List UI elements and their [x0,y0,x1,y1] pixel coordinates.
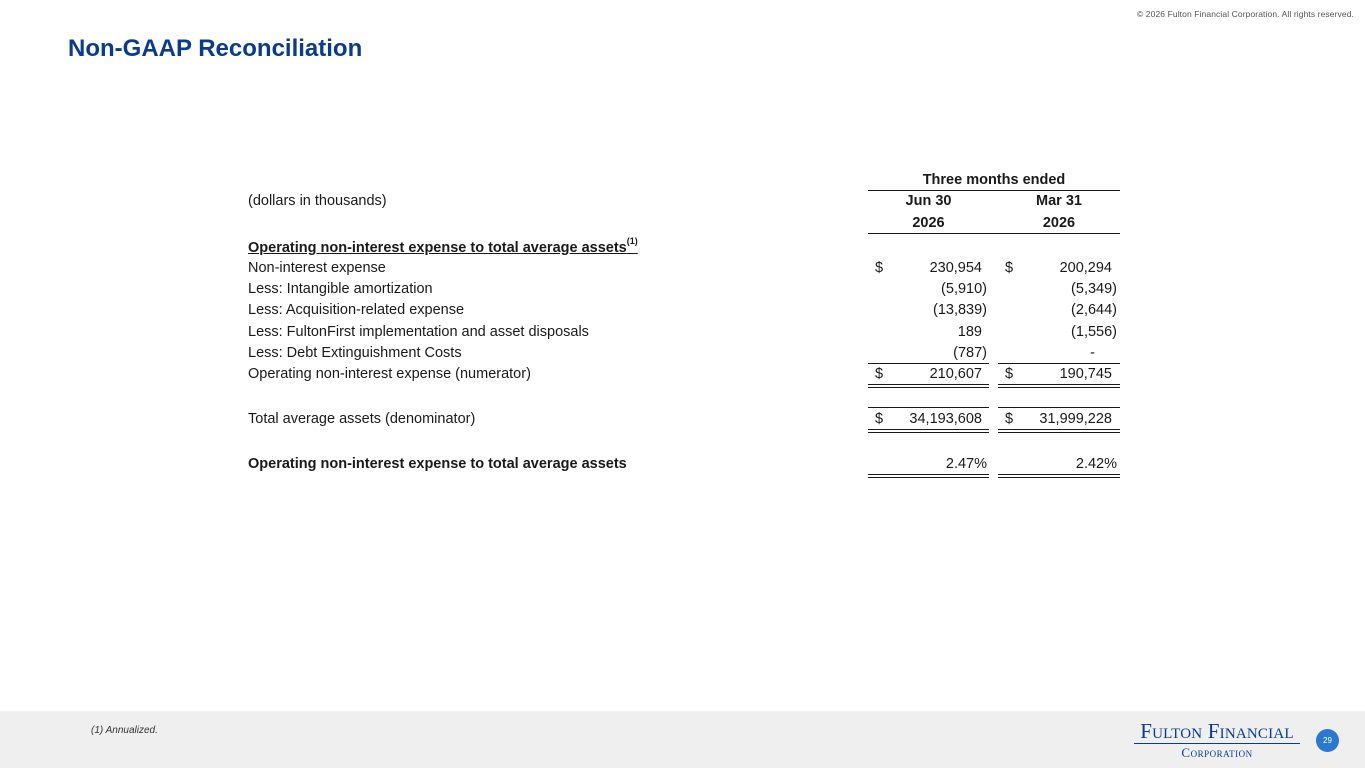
currency-symbol: $ [1005,411,1014,427]
col2-year: 2026 [1042,215,1076,231]
subtotal-rule [868,363,989,364]
row-label: Operating non-interest expense (numerator) [248,366,531,382]
currency-symbol: $ [875,366,884,382]
row-label: Less: FultonFirst implementation and asset disposals [248,324,589,340]
row-value-jun: 34,193,608 [909,411,982,427]
currency-symbol: $ [875,260,884,276]
footnote-mark: (1) [626,236,638,246]
total-double-rule [868,384,989,388]
company-logo [1133,720,1301,762]
row-label: Total average assets (denominator) [248,411,476,427]
page-title: Non-GAAP Reconciliation [68,35,363,62]
row-value-mar: (2,644) [1071,302,1117,318]
header-rule [868,190,1120,191]
total-double-rule [998,384,1120,388]
row-value-jun: (787) [953,345,987,361]
row-value-mar: (5,349) [1071,281,1117,297]
row-value-jun: 189 [957,324,982,340]
logo-rule [1134,743,1300,744]
col1-month: Jun 30 [905,193,952,209]
total-double-rule [868,429,989,433]
col1-year: 2026 [912,215,945,231]
total-double-rule [998,474,1120,478]
currency-symbol: $ [875,411,884,427]
row-value-mar: - [1090,345,1095,361]
denominator-top-rule [998,407,1120,408]
group-header: Three months ended [922,172,1066,188]
col2-month: Mar 31 [1036,193,1082,209]
row-value-mar: 31,999,228 [1039,411,1112,427]
footnote: (1) Annualized. [91,725,158,736]
denominator-top-rule [868,407,989,408]
row-label: Less: Debt Extinguishment Costs [248,345,462,361]
units-label: (dollars in thousands) [248,193,387,209]
total-double-rule [998,429,1120,433]
subtotal-rule [998,363,1120,364]
currency-symbol: $ [1005,366,1014,382]
row-value-jun: 230,954 [929,260,982,276]
row-value-mar: 2.42% [1075,456,1117,472]
page-number-badge: 29 [1316,729,1339,752]
row-value-jun: 210,607 [929,366,982,382]
row-label: Less: Intangible amortization [248,281,433,297]
row-label: Less: Acquisition-related expense [248,302,465,318]
row-value-jun: (13,839) [932,302,987,318]
row-value-jun: (5,910) [941,281,987,297]
currency-symbol: $ [1005,260,1014,276]
logo-bottom-text: Corporation [1181,745,1253,760]
row-label: Non-interest expense [248,260,386,276]
header-bottom-rule [868,233,1120,234]
section-title-text: Operating non-interest expense to total average assets [248,239,627,256]
section-title [248,238,638,256]
logo-top-text: Fulton Financial [1140,719,1294,743]
copyright-notice: © 2026 Fulton Financial Corporation. All rights reserved. [1136,9,1354,19]
total-double-rule [868,474,989,478]
row-label: Operating non-interest expense to total average assets [248,456,627,472]
row-value-mar: 200,294 [1059,260,1112,276]
row-value-jun: 2.47% [945,456,987,472]
row-value-mar: (1,556) [1071,324,1117,340]
row-value-mar: 190,745 [1059,366,1112,382]
